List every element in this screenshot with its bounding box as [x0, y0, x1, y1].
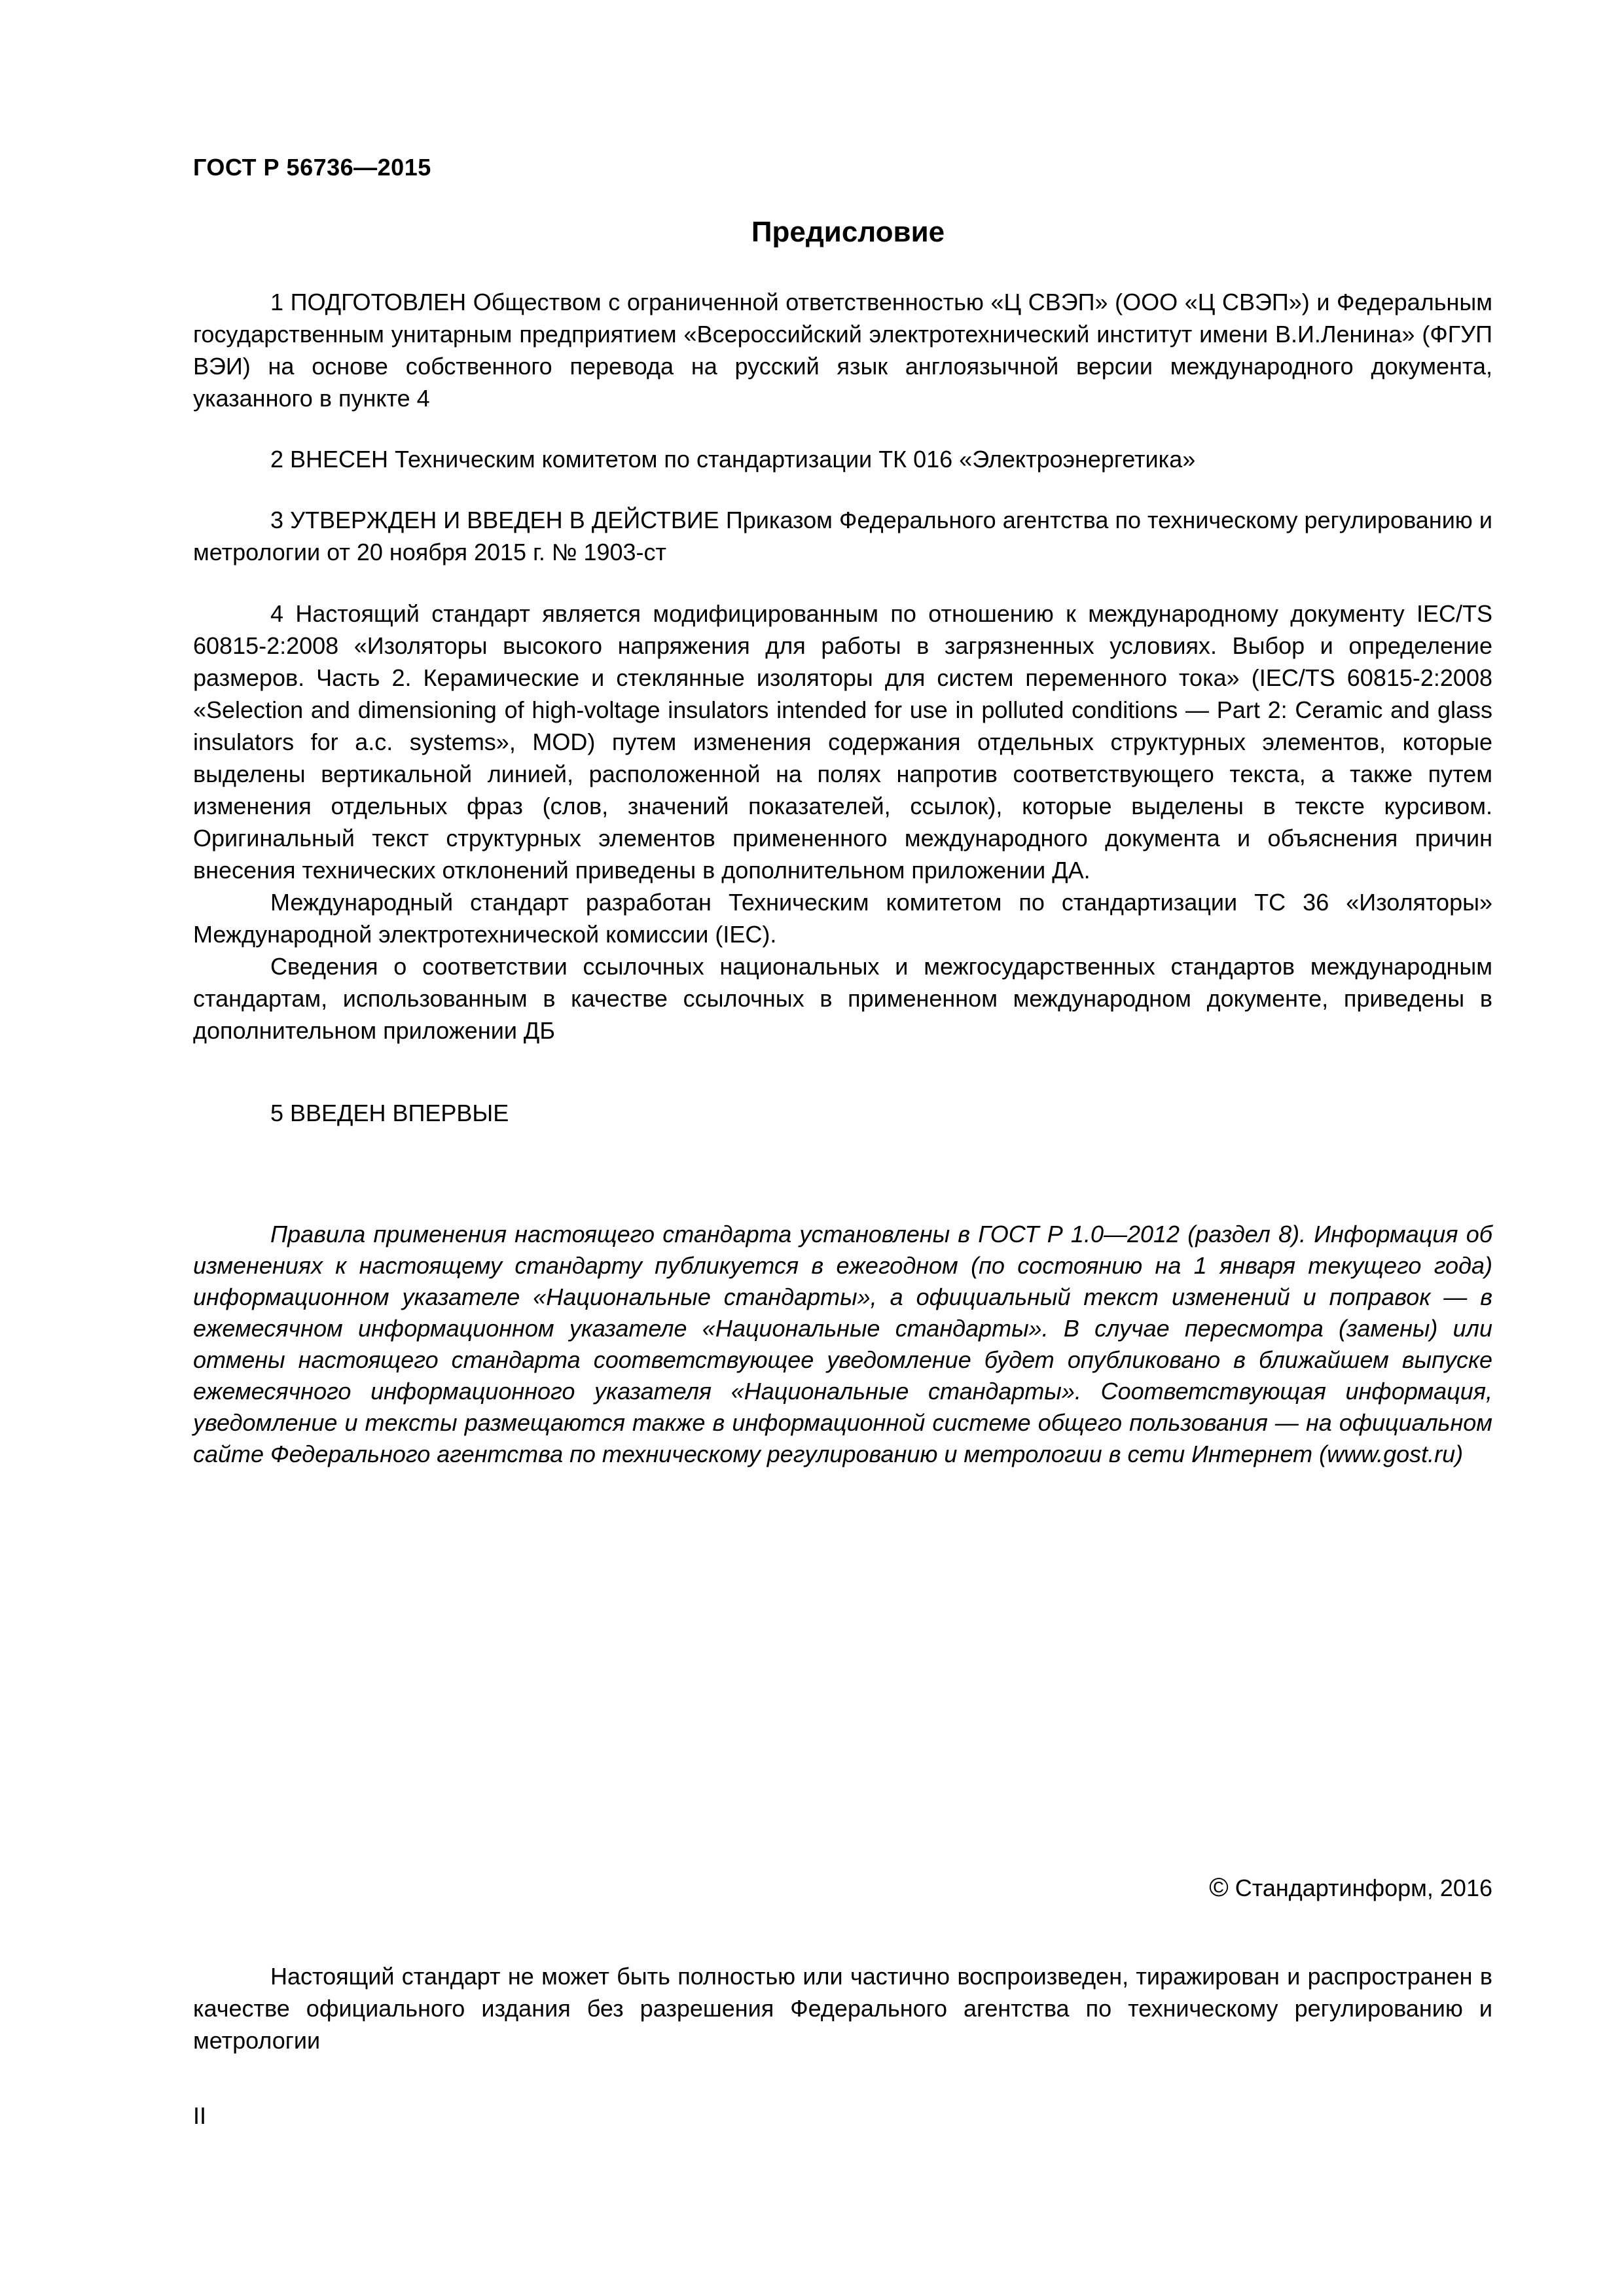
copyright-line: [1209, 1872, 1492, 1904]
foreword-item-1: [193, 286, 1492, 414]
page-title: Предисловие: [751, 216, 945, 248]
foreword-item-3: [193, 504, 1492, 568]
foreword-item-4-text: 4 Настоящий стандарт является модифицированным по отношению к международному документу IEC/TS 60815-2:2008 «Изоляторы высокого напряжения для работы в загрязненных условиях. Выбор и определение размеров. Часть 2. Керамические и стеклянные изоляторы для систем переменного тока» (IEC/TS 60815-2:2008 «Selection and dimensioning of high-voltage insulators intended for use in polluted conditions — Part 2: Ceramic and glass insulators for a.c. systems», MOD) путем изменения содержания отдельных структурных элементов, которые выделены вертикальной линией, расположенной на полях напротив соответствующего текста, а также путем изменения отдельных фраз (слов, значений показателей, ссылок), которые выделены в тексте курсивом. Оригинальный текст структурных элементов примененного международного документа и объяснения причин внесения технических отклонений приведены в дополнительном приложении ДА.: [193, 600, 1492, 884]
document-code: ГОСТ Р 56736—2015: [193, 154, 431, 181]
page-number: II: [193, 2102, 207, 2129]
copyright-text: Стандартинформ, 2016: [1235, 1874, 1492, 1901]
reproduction-notice-text: Настоящий стандарт не может быть полностью или частично воспроизведен, тиражирован и распространен в качестве официального издания без разрешения Федерального агентства по техническому регулированию и метрологии: [193, 1963, 1492, 2054]
foreword-item-3-text: 3 УТВЕРЖДЕН И ВВЕДЕН В ДЕЙСТВИЕ Приказом Федерального агентства по техническому регулированию и метрологии от 20 ноября 2015 г. № 1903-ст: [193, 507, 1492, 565]
foreword-item-4-international-standard: Международный стандарт разработан Техническим комитетом по стандартизации ТС 36 «Изоляторы» Международной электротехнической комиссии (IEC).: [193, 889, 1492, 948]
reproduction-notice: [193, 1960, 1492, 2056]
copyright-icon: ©: [1209, 1873, 1229, 1902]
foreword-item-2: [193, 443, 1492, 475]
foreword-item-4-references: Сведения о соответствии ссылочных национальных и межгосударственных стандартов международным стандартам, использованным в качестве ссылочных в примененном международном документе, приведены в дополнительном приложении ДБ: [193, 953, 1492, 1044]
foreword-item-4: [193, 598, 1492, 1047]
foreword-item-1-text: 1 ПОДГОТОВЛЕН Обществом с ограниченной ответственностью «Ц СВЭП» (ООО «Ц СВЭП») и Федеральным государственным унитарным предприятием «Всероссийский электротехнический институт имени В.И.Ленина» (ФГУП ВЭИ) на основе собственного перевода на русский язык англоязычной версии международного документа, указанного в пункте 4: [193, 289, 1492, 412]
foreword-item-5: [193, 1097, 1492, 1129]
application-rules-text: Правила применения настоящего стандарта установлены в ГОСТ Р 1.0—2012 (раздел 8). Информация об изменениях к настоящему стандарту публикуется в ежегодном (по состоянию на 1 января текущего года) информационном указателе «Национальные стандарты», а официальный текст изменений и поправок — в ежемесячном информационном указателе «Национальные стандарты». В случае пересмотра (замены) или отмены настоящего стандарта соответствующее уведомление будет опубликовано в ближайшем выпуске ежемесячного информационного указателя «Национальные стандарты». Соответствующая информация, уведомление и тексты размещаются также в информационной системе общего пользования — на официальном сайте Федерального агентства по техническому регулированию и метрологии в сети Интернет (www.gost.ru): [193, 1221, 1492, 1467]
foreword-item-2-text: 2 ВНЕСЕН Техническим комитетом по стандартизации ТК 016 «Электроэнергетика»: [270, 446, 1196, 473]
application-rules-notice: [193, 1219, 1492, 1470]
foreword-item-5-text: 5 ВВЕДЕН ВПЕРВЫЕ: [270, 1100, 509, 1126]
